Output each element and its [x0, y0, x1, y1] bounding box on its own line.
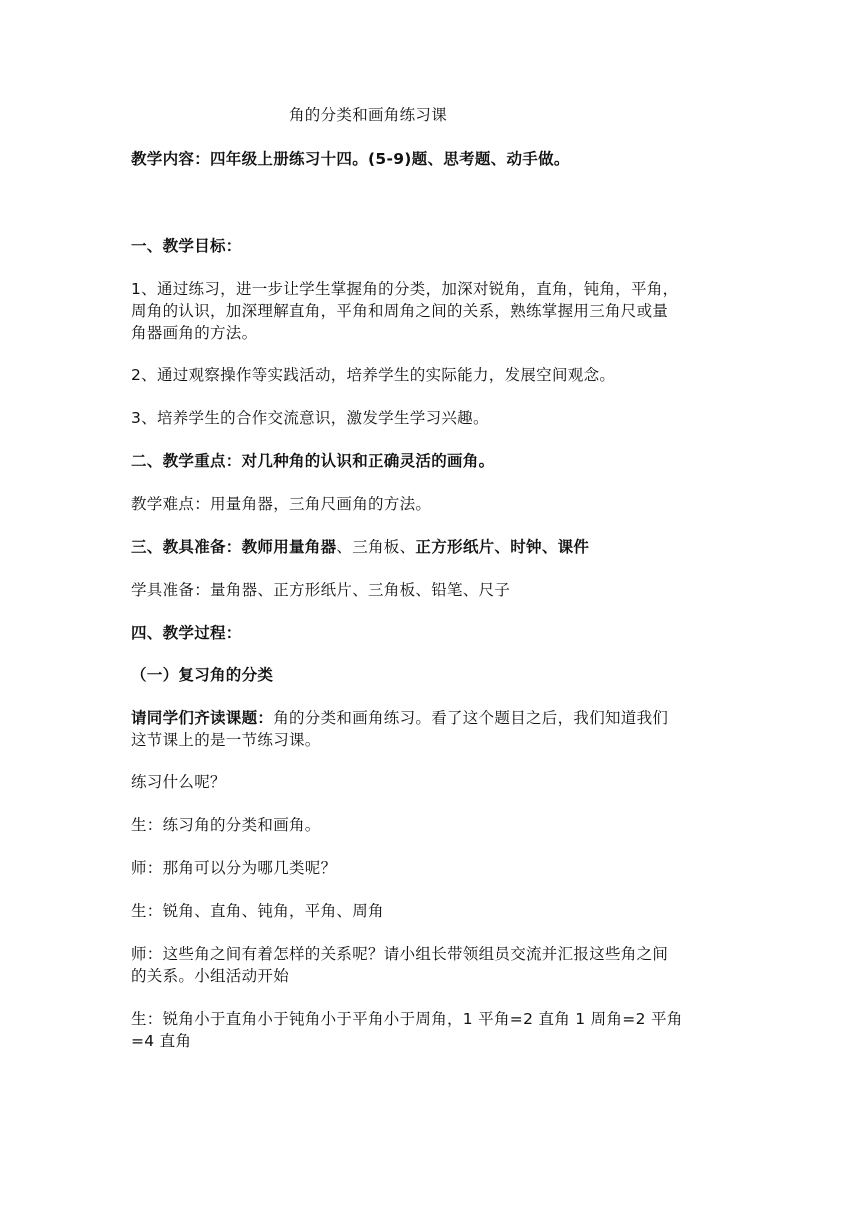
teaching-content: 教学内容：四年级上册练习十四。(5-9)题、思考题、动手做。: [131, 150, 570, 168]
section-goals-heading: 一、教学目标：: [131, 237, 242, 255]
teaching-difficulty: 教学难点：用量角器，三角尺画角的方法。: [131, 495, 432, 513]
section-process-heading: 四、教学过程：: [131, 624, 242, 642]
answer-3-line-2: =4 直角: [131, 1032, 192, 1050]
goal-1-line-3: 角器画角的方法。: [131, 324, 258, 342]
intro-line-2: 这节课上的是一节练习课。: [131, 731, 321, 749]
student-materials: 学具准备：量角器、正方形纸片、三角板、铅笔、尺子: [131, 581, 511, 599]
intro-bold: 请同学们齐读课题：: [131, 709, 274, 727]
answer-1: 生：练习角的分类和画角。: [131, 816, 321, 834]
subsection-review-heading: （一）复习角的分类: [131, 666, 274, 684]
section-materials-heading: [131, 536, 741, 558]
goal-3: 3、培养学生的合作交流意识，激发学生学习兴趣。: [131, 409, 489, 427]
goal-1-line-2: 周角的认识，加深理解直角，平角和周角之间的关系，熟练掌握用三角尺或量: [131, 302, 669, 320]
materials-part-1: 三、教具准备：教师用量角器: [131, 538, 337, 556]
goal-2: 2、通过观察操作等实践活动，培养学生的实际能力，发展空间观念。: [131, 366, 616, 384]
section-key-points-heading: 二、教学重点：对几种角的认识和正确灵活的画角。: [131, 452, 495, 470]
answer-2: 生：锐角、直角、钝角，平角、周角: [131, 902, 384, 920]
question-3-line-1: 师：这些角之间有着怎样的关系呢？请小组长带领组员交流并汇报这些角之间: [131, 945, 669, 963]
materials-part-3: 正方形纸片、时钟、课件: [415, 538, 590, 556]
intro-line-1: [131, 707, 741, 729]
page-title: 角的分类和画角练习课: [289, 106, 448, 124]
question-3-line-2: 的关系。小组活动开始: [131, 967, 290, 985]
answer-3-line-1: 生：锐角小于直角小于钝角小于平角小于周角，1 平角=2 直角 1 周角=2 平角: [131, 1010, 683, 1028]
question-2: 师：那角可以分为哪几类呢？: [131, 859, 337, 877]
question-1: 练习什么呢？: [131, 773, 226, 791]
intro-rest: 角的分类和画角练习。看了这个题目之后，我们知道我们: [273, 709, 669, 727]
materials-part-2: 、三角板、: [336, 538, 416, 556]
goal-1-line-1: 1、通过练习，进一步让学生掌握角的分类，加深对锐角，直角，钝角，平角，: [131, 280, 679, 298]
